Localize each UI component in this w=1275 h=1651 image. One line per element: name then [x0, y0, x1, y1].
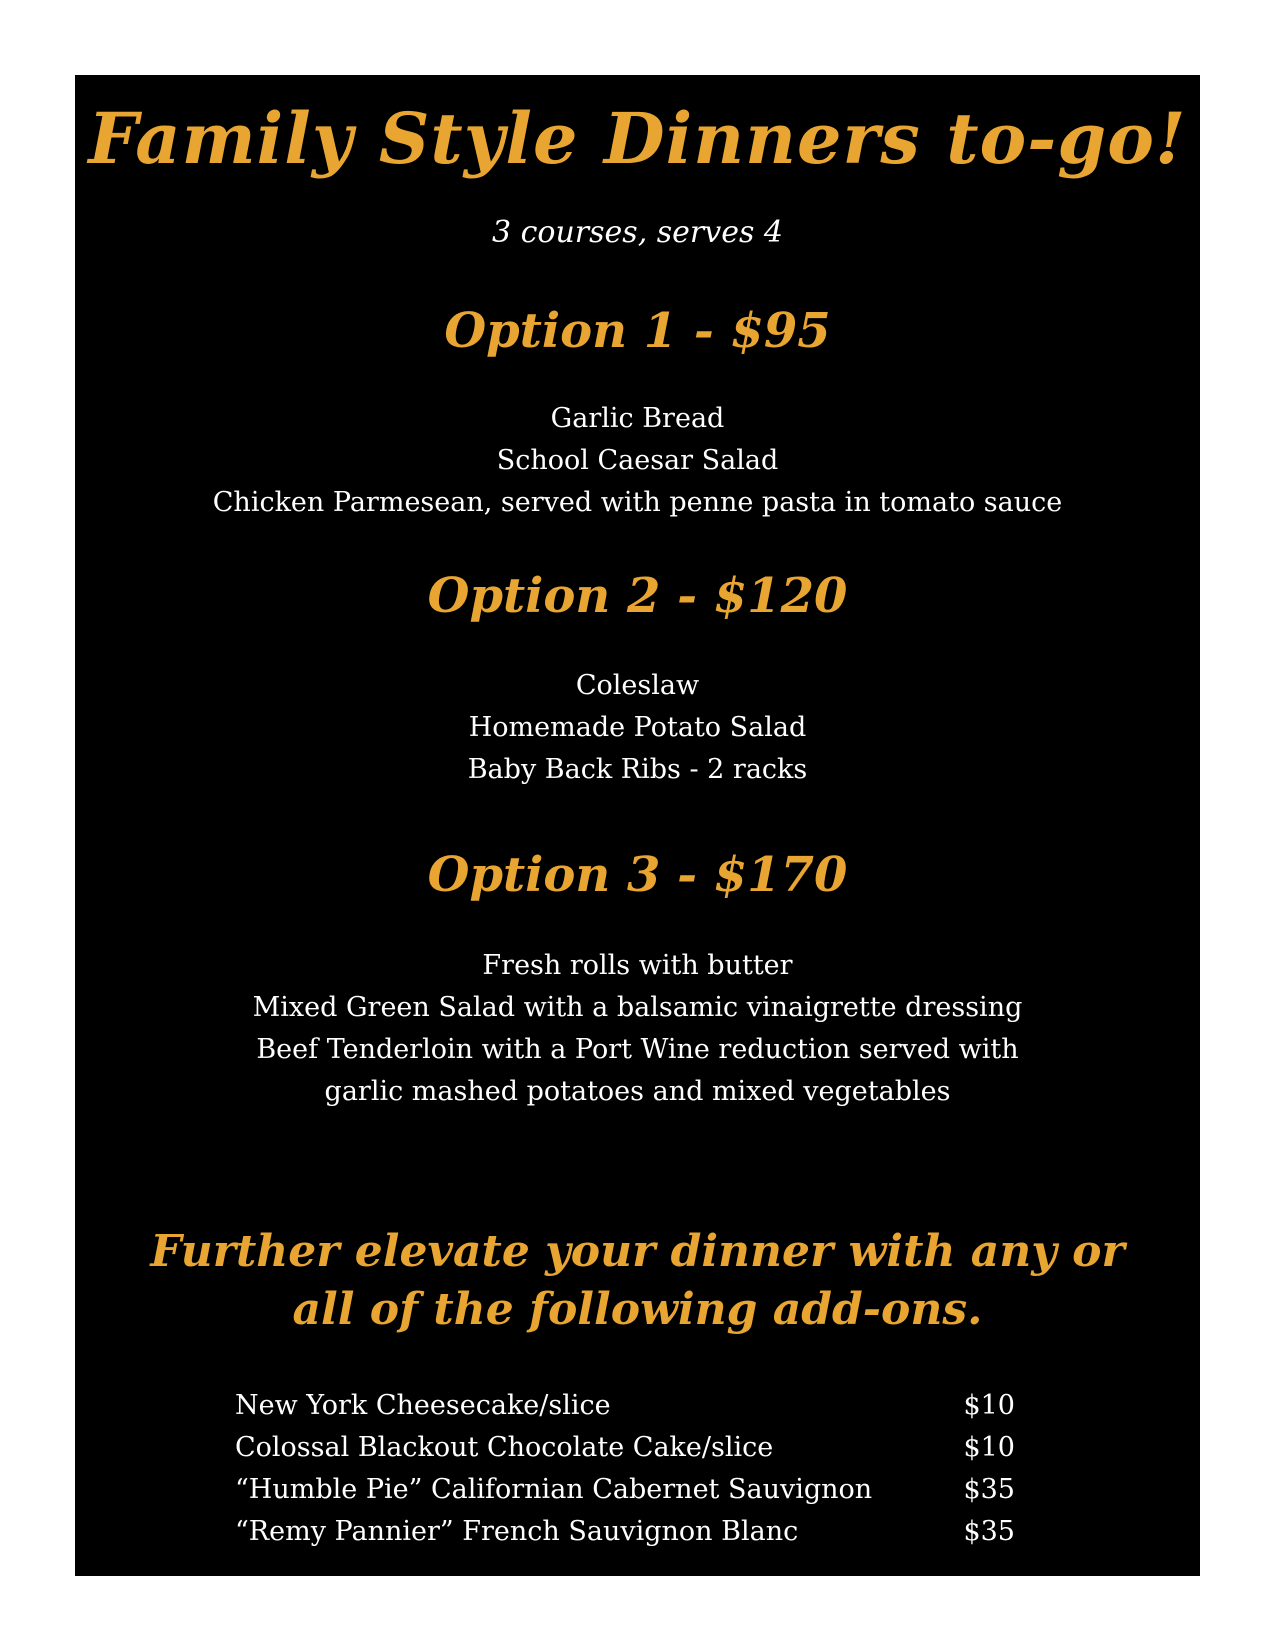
addon-row [235, 1427, 1015, 1469]
addon-price: $10 [963, 1432, 1015, 1463]
addons-heading-line-2: all of the following add-ons. [292, 1284, 983, 1335]
list-item: Garlic Bread [550, 403, 725, 434]
option-3-items [75, 945, 1200, 1113]
addon-row [235, 1511, 1015, 1553]
addon-name: New York Cheesecake/slice [235, 1390, 611, 1421]
list-item: garlic mashed potatoes and mixed vegetables [324, 1076, 951, 1107]
option-2-heading: Option 2 - $120 [427, 568, 848, 624]
option-3-heading: Option 3 - $170 [427, 847, 848, 903]
addon-name: “Humble Pie” Californian Cabernet Sauvignon [235, 1474, 873, 1505]
option-1-items [75, 398, 1200, 524]
addons-heading [75, 1223, 1200, 1339]
addon-name: “Remy Pannier” French Sauvignon Blanc [235, 1516, 799, 1547]
menu-title: Family Style Dinners to-go! [88, 97, 1187, 180]
list-item: Mixed Green Salad with a balsamic vinaigrette dressing [252, 992, 1023, 1023]
list-item: Coleslaw [575, 670, 700, 701]
list-item: Fresh rolls with butter [482, 950, 793, 981]
option-2-items [75, 665, 1200, 791]
list-item: Beef Tenderloin with a Port Wine reduction served with [256, 1034, 1019, 1065]
menu-panel [75, 75, 1200, 1576]
addons-list [235, 1385, 1015, 1553]
addon-row [235, 1385, 1015, 1427]
list-item: Homemade Potato Salad [468, 712, 807, 743]
addon-price: $35 [963, 1516, 1015, 1547]
menu-subtitle: 3 courses, serves 4 [492, 215, 783, 250]
addon-name: Colossal Blackout Chocolate Cake/slice [235, 1432, 774, 1463]
addons-heading-line-1: Further elevate your dinner with any or [150, 1226, 1125, 1277]
list-item: School Caesar Salad [496, 445, 779, 476]
option-1-heading: Option 1 - $95 [444, 303, 831, 359]
list-item: Baby Back Ribs - 2 racks [467, 754, 808, 785]
list-item: Chicken Parmesean, served with penne pasta in tomato sauce [212, 487, 1063, 518]
addon-price: $35 [963, 1474, 1015, 1505]
addon-row [235, 1469, 1015, 1511]
addon-price: $10 [963, 1390, 1015, 1421]
